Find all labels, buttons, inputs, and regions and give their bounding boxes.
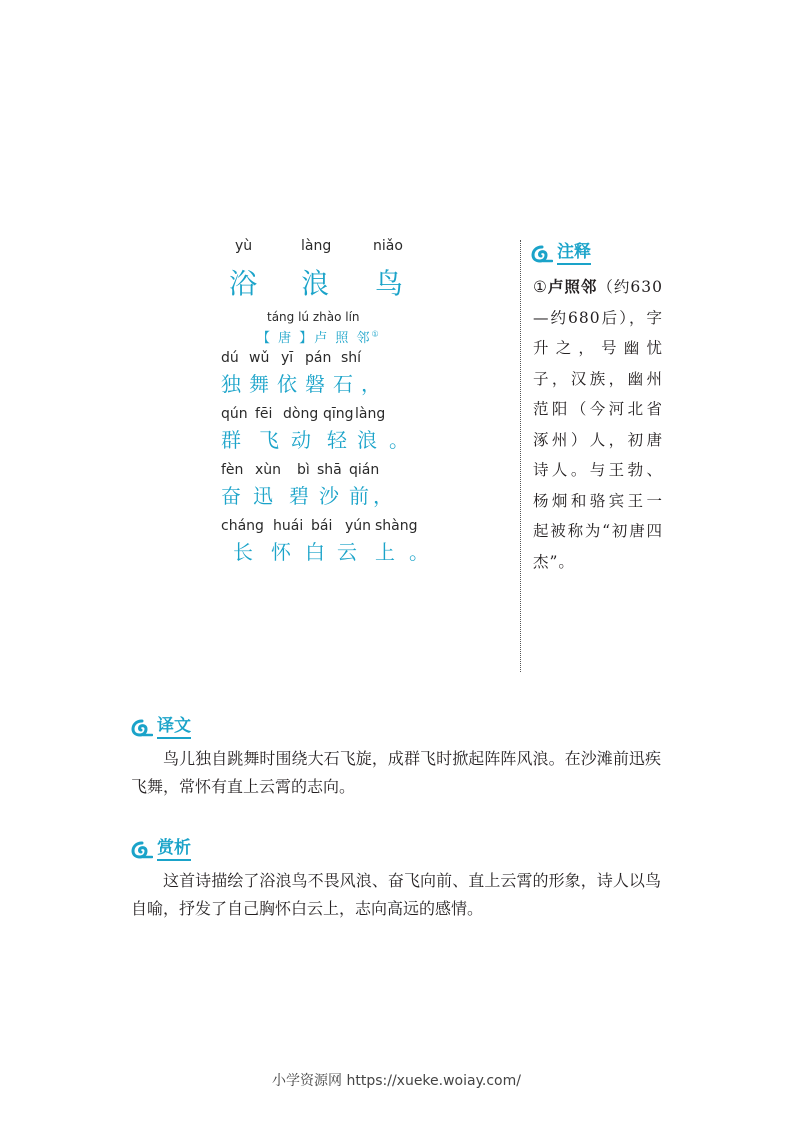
pinyin: yù <box>235 238 253 254</box>
appreciation-section <box>131 838 661 923</box>
pinyin: dòng <box>283 406 319 422</box>
pinyin: xùn <box>255 462 282 478</box>
pinyin: shàng <box>375 518 418 534</box>
notes-header <box>531 242 591 265</box>
char: 长 <box>233 540 254 564</box>
line-pinyin <box>205 406 455 424</box>
translation-title: 译文 <box>157 716 191 739</box>
pinyin: qún <box>221 406 248 422</box>
pinyin: qián <box>349 462 380 478</box>
pinyin: niǎo <box>373 238 403 254</box>
pinyin: yī <box>281 350 294 366</box>
punct: 。 <box>389 428 410 452</box>
swirl-icon <box>131 840 153 860</box>
swirl-icon <box>531 244 553 264</box>
punct: 。 <box>409 540 430 564</box>
note-text: （约630—约680后），字升之，号幽忧子，汉族，幽州范阳（今河北省涿州）人，初唐诗人。与王勃、杨炯和骆宾王一起被称为“初唐四杰”。 <box>533 278 664 571</box>
char: 舞 <box>249 372 270 396</box>
author-line <box>257 327 381 346</box>
translation-header <box>131 716 661 739</box>
title-char: 浪 <box>301 267 330 300</box>
note-item <box>533 272 663 577</box>
char: 独 <box>221 372 242 396</box>
pinyin: làng <box>301 238 332 254</box>
char: 沙 <box>319 484 340 508</box>
punct: ， <box>361 372 382 396</box>
char: 动 <box>291 428 312 452</box>
poem-line <box>205 368 455 406</box>
char: 磐 <box>305 372 326 396</box>
pinyin: wǔ <box>249 350 270 366</box>
line-pinyin <box>205 350 455 368</box>
pinyin: shā <box>317 462 342 478</box>
author-text: 【 唐 】卢 照 邻 <box>257 331 372 346</box>
char: 怀 <box>271 540 292 564</box>
char: 白 <box>305 540 326 564</box>
char: 上 <box>375 540 396 564</box>
appreciation-header <box>131 838 661 861</box>
char: 碧 <box>289 484 310 508</box>
char: 轻 <box>327 428 348 452</box>
poem-line <box>205 424 455 462</box>
translation-section <box>131 716 661 801</box>
column-divider <box>520 240 521 672</box>
char: 云 <box>337 540 358 564</box>
pinyin: bì <box>297 462 310 478</box>
poem-line <box>205 480 455 518</box>
char: 依 <box>277 372 298 396</box>
poem-title <box>205 262 455 312</box>
poem <box>205 238 455 564</box>
appreciation-title: 赏析 <box>157 838 191 861</box>
pinyin: qīng <box>323 406 354 422</box>
author-pinyin: táng lú zhào lín <box>267 310 360 324</box>
line-pinyin <box>205 518 455 536</box>
pinyin: fēi <box>255 406 273 422</box>
char: 飞 <box>259 428 280 452</box>
char: 奋 <box>221 484 242 508</box>
line-pinyin <box>205 462 455 480</box>
char: 浪 <box>357 428 378 452</box>
pinyin: pán <box>305 350 332 366</box>
pinyin: làng <box>355 406 386 422</box>
pinyin: cháng <box>221 518 264 534</box>
note-term: 卢照邻 <box>547 278 598 296</box>
title-char: 鸟 <box>375 267 404 300</box>
translation-text: 鸟儿独自跳舞时围绕大石飞旋，成群飞时掀起阵阵风浪。在沙滩前迅疾飞舞，常怀有直上云霄的志向。 <box>131 749 661 796</box>
pinyin: huái <box>273 518 304 534</box>
note-mark: ① <box>533 278 548 296</box>
pinyin: yún <box>345 518 372 534</box>
char: 群 <box>221 428 242 452</box>
notes-title: 注释 <box>557 242 591 265</box>
punct: ， <box>373 484 394 508</box>
appreciation-text: 这首诗描绘了浴浪鸟不畏风浪、奋飞向前、直上云霄的形象，诗人以鸟自喻，抒发了自己胸怀白云上，志向高远的感情。 <box>131 871 661 918</box>
footer-watermark: 小学资源网 https://xueke.woiay.com/ <box>272 1073 521 1089</box>
swirl-icon <box>131 718 153 738</box>
char: 石 <box>333 372 354 396</box>
char: 前 <box>349 484 370 508</box>
title-pinyin <box>205 238 455 262</box>
title-char: 浴 <box>229 267 258 300</box>
note-mark: ① <box>371 329 381 339</box>
pinyin: dú <box>221 350 239 366</box>
poem-line <box>205 536 455 574</box>
pinyin: bái <box>311 518 333 534</box>
pinyin: shí <box>341 350 362 366</box>
pinyin: fèn <box>221 462 244 478</box>
char: 迅 <box>253 484 274 508</box>
